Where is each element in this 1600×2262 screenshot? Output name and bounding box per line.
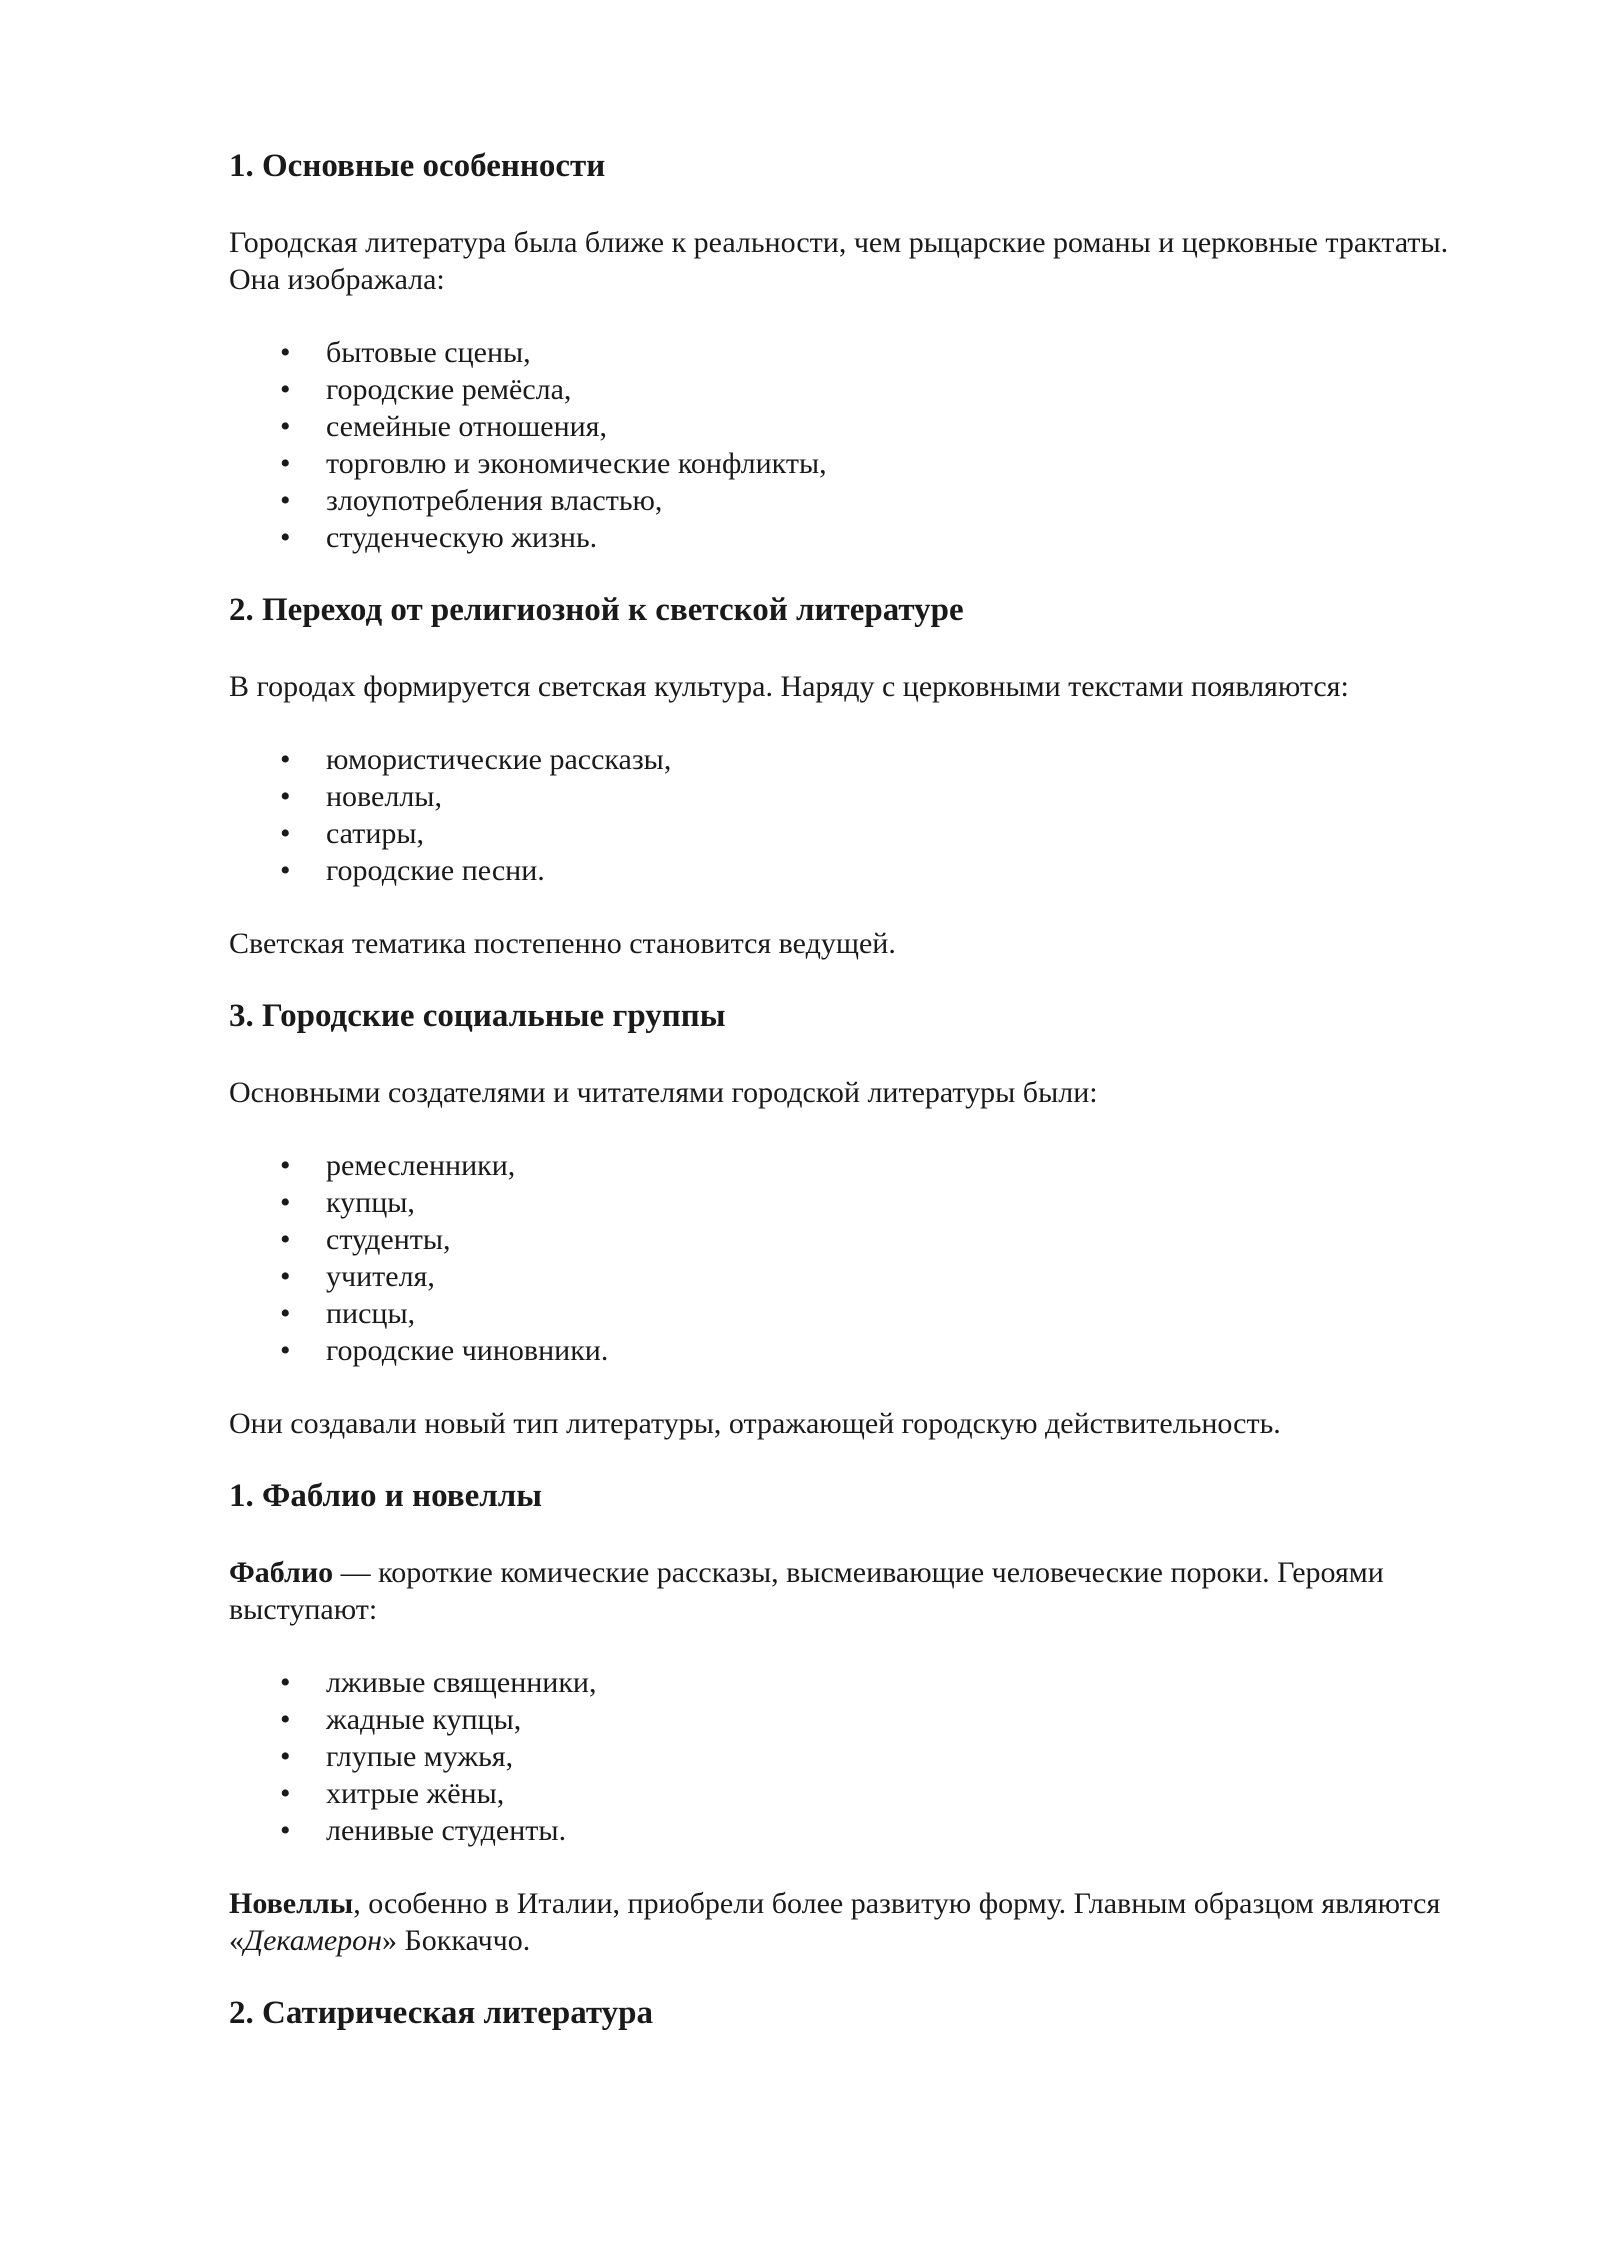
list-item: • юмористические рассказы, xyxy=(229,741,1489,778)
section-outro: Они создавали новый тип литературы, отражающей городскую действительность. xyxy=(229,1407,1281,1440)
list-item: • городские ремёсла, xyxy=(229,371,1489,408)
list-item: • студенты, xyxy=(229,1221,1489,1258)
bullet-list xyxy=(229,1147,1489,1369)
list-item: • новеллы, xyxy=(229,778,1489,815)
section-heading-secular-transition: 2. Переход от религиозной к светской литературе xyxy=(229,592,964,628)
section-outro xyxy=(229,1885,1489,1959)
list-item: • ремесленники, xyxy=(229,1147,1489,1184)
outro-text-end: » Боккаччо. xyxy=(382,1924,531,1957)
book-title: Декамерон xyxy=(244,1924,383,1957)
section-heading-main-features: 1. Основные особенности xyxy=(229,148,606,184)
section-heading-satirical-literature: 2. Сатирическая литература xyxy=(229,1995,654,2031)
list-item: • бытовые сцены, xyxy=(229,334,1489,371)
section-heading-fabliaux-novellas: 1. Фаблио и новеллы xyxy=(229,1478,543,1514)
list-item: • злоупотребления властью, xyxy=(229,482,1489,519)
list-item: • хитрые жёны, xyxy=(229,1775,1489,1812)
list-item: • торговлю и экономические конфликты, xyxy=(229,445,1489,482)
list-item: • лживые священники, xyxy=(229,1664,1489,1701)
section-intro: Городская литература была ближе к реальности, чем рыцарские романы и церковные трактаты. Она изображала: xyxy=(229,226,1449,296)
bullet-list xyxy=(229,334,1489,556)
outro-text: , особенно в Италии, приобрели более развитую форму. Главным образцом являются « xyxy=(229,1887,1441,1957)
section-intro: В городах формируется светская культура. Наряду с церковными текстами появляются: xyxy=(229,670,1349,703)
section-intro xyxy=(229,1554,1489,1628)
list-item: • семейные отношения, xyxy=(229,408,1489,445)
list-item: • сатиры, xyxy=(229,815,1489,852)
intro-text: — короткие комические рассказы, высмеивающие человеческие пороки. Героями выступают: xyxy=(229,1556,1384,1626)
list-item: • жадные купцы, xyxy=(229,1701,1489,1738)
list-item: • ленивые студенты. xyxy=(229,1812,1489,1849)
term-fabliau: Фаблио xyxy=(229,1556,334,1589)
bullet-list xyxy=(229,741,1489,889)
section-intro: Основными создателями и читателями городской литературы были: xyxy=(229,1076,1098,1109)
bullet-list xyxy=(229,1664,1489,1849)
document-page xyxy=(229,146,1489,2033)
list-item: • городские чиновники. xyxy=(229,1332,1489,1369)
term-novellas: Новеллы xyxy=(229,1887,354,1920)
list-item: • писцы, xyxy=(229,1295,1489,1332)
section-heading-social-groups: 3. Городские социальные группы xyxy=(229,998,726,1034)
section-outro: Светская тематика постепенно становится ведущей. xyxy=(229,927,896,960)
list-item: • купцы, xyxy=(229,1184,1489,1221)
list-item: • учителя, xyxy=(229,1258,1489,1295)
list-item: • студенческую жизнь. xyxy=(229,519,1489,556)
list-item: • глупые мужья, xyxy=(229,1738,1489,1775)
list-item: • городские песни. xyxy=(229,852,1489,889)
